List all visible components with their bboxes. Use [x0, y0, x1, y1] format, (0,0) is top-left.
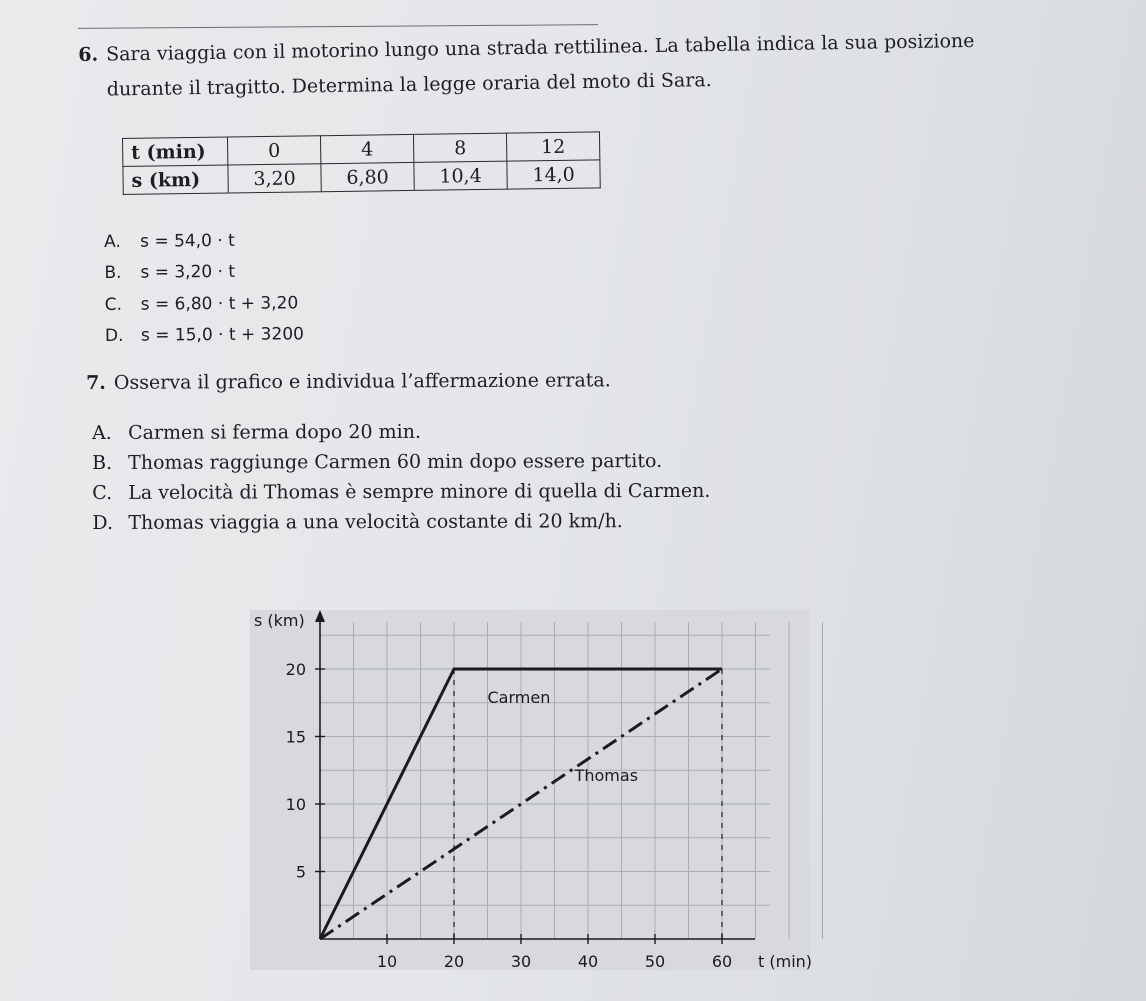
question-7-number: 7. — [86, 371, 106, 394]
table-row-space — [123, 160, 600, 195]
x-axis-label: t (min) — [758, 952, 813, 971]
top-divider — [78, 24, 598, 29]
x-tick-label: 60 — [711, 952, 733, 971]
option-6c — [105, 287, 304, 320]
option-text: s = 3,20 · t — [140, 262, 236, 283]
y-tick-label: 5 — [295, 862, 306, 882]
question-7 — [86, 369, 611, 394]
chart-svg — [250, 600, 830, 980]
option-text: s = 15,0 · t + 3200 — [140, 324, 304, 346]
option-text: Carmen si ferma dopo 20 min. — [128, 420, 422, 444]
option-text: s = 54,0 · t — [140, 230, 235, 252]
option-letter: D. — [92, 511, 114, 534]
distance-time-chart — [250, 600, 830, 984]
y-tick-label: 10 — [285, 795, 306, 814]
option-letter: B. — [92, 451, 113, 474]
question-6-options — [104, 224, 304, 352]
option-letter: A. — [104, 231, 121, 252]
table-cell: 10,4 — [414, 161, 507, 190]
x-tick-label: 10 — [376, 952, 398, 971]
question-6-text-line2: durante il tragitto. Determina la legge oraria del moto di Sara. — [106, 69, 712, 101]
option-text: Thomas raggiunge Carmen 60 min dopo essere partito. — [128, 450, 663, 474]
table-cell: 12 — [506, 132, 599, 161]
y-tick-label: 15 — [285, 727, 306, 747]
option-7a — [92, 416, 710, 448]
option-text: Thomas viaggia a una velocità costante di 20 km/h. — [128, 510, 623, 534]
x-tick-label: 40 — [577, 952, 599, 971]
option-7b — [92, 446, 710, 478]
option-text: La velocità di Thomas è sempre minore di quella di Carmen. — [128, 479, 711, 504]
x-tick-label: 20 — [443, 952, 465, 971]
question-7-text: Osserva il grafico e individua l’affermazione errata. — [113, 369, 611, 394]
option-letter: A. — [92, 421, 112, 444]
question-6-text-line1: Sara viaggia con il motorino lungo una strada rettilinea. La tabella indica la sua posizione — [105, 29, 975, 66]
table-cell: 0 — [227, 136, 320, 165]
option-letter: D. — [104, 326, 124, 347]
table-cell: 3,20 — [228, 164, 321, 193]
table-cell: 8 — [413, 133, 506, 162]
series-label-carmen: Carmen — [487, 687, 551, 707]
x-tick-label: 50 — [644, 952, 666, 971]
table-cell: 6,80 — [321, 162, 414, 191]
series-label-thomas: Thomas — [574, 766, 639, 786]
position-table — [122, 131, 601, 195]
table-header-time: t (min) — [123, 137, 228, 166]
x-tick-label: 30 — [510, 952, 532, 971]
option-6d — [105, 319, 304, 352]
option-6a — [104, 224, 303, 257]
option-6b — [104, 256, 303, 289]
table-cell: 4 — [320, 134, 413, 163]
question-6-number: 6. — [78, 43, 99, 66]
question-7-options — [92, 416, 711, 538]
option-letter: B. — [104, 263, 122, 284]
option-7d — [92, 506, 710, 538]
question-6 — [78, 22, 1119, 108]
option-letter: C. — [104, 294, 123, 315]
option-text: s = 6,80 · t + 3,20 — [140, 293, 299, 315]
table-header-space: s (km) — [123, 165, 228, 194]
y-tick-label: 20 — [285, 660, 306, 679]
chart-background — [250, 610, 813, 971]
option-letter: C. — [92, 481, 113, 504]
y-axis-label: s (km) — [254, 611, 305, 630]
option-7c — [92, 476, 710, 508]
table-cell: 14,0 — [507, 160, 600, 189]
